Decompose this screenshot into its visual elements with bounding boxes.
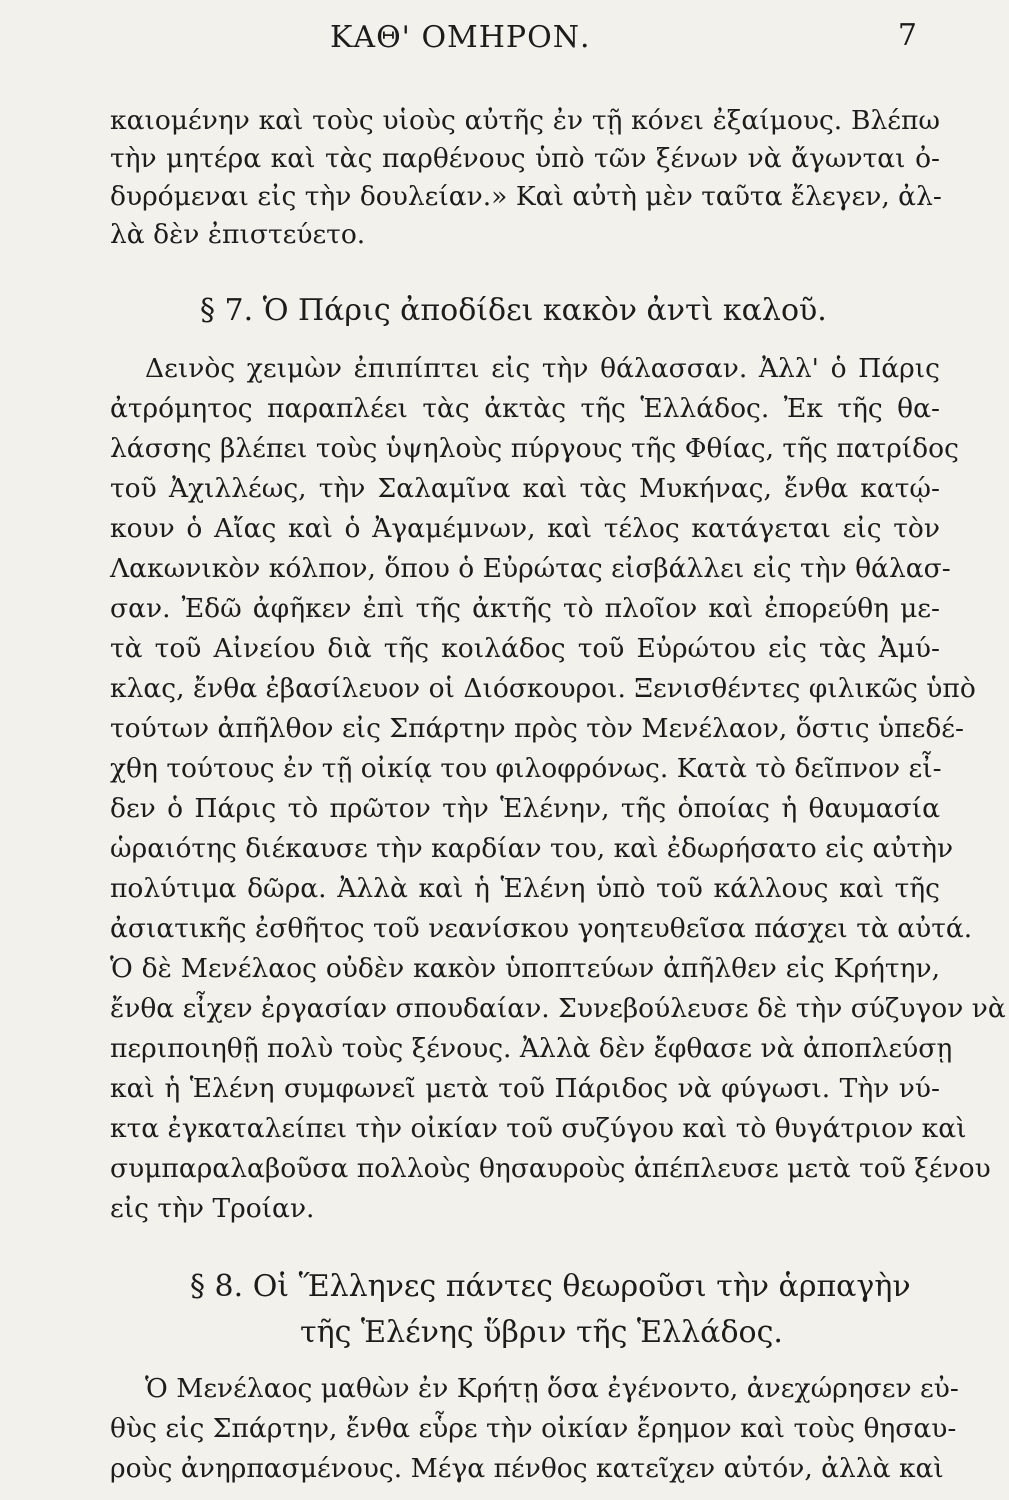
text-line: καὶ ἡ Ἑλένη συμφωνεῖ μετὰ τοῦ Πάριδος νὰ φύγωσι. Τὴν νύ-: [110, 1073, 940, 1104]
running-title: ΚΑΘ' ΟΜΗΡΟΝ.: [330, 20, 591, 55]
text-line: ἀτρόμητος παραπλέει τὰς ἀκτὰς τῆς Ἑλλάδος. Ἐκ τῆς θα-: [110, 393, 940, 424]
text-line: τούτων ἀπῆλθον εἰς Σπάρτην πρὸς τὸν Μενέλαον, ὅστις ὑπεδέ-: [110, 713, 964, 744]
section-heading: § 8. Οἱ Ἕλληνες πάντες θεωροῦσι τὴν ἁρπαγὴν: [190, 1269, 911, 1304]
text-line: πολύτιμα δῶρα. Ἀλλὰ καὶ ἡ Ἑλένη ὑπὸ τοῦ κάλλους καὶ τῆς: [110, 873, 940, 904]
text-line: Ὁ δὲ Μενέλαος οὐδὲν κακὸν ὑποπτεύων ἀπῆλθεν εἰς Κρήτην,: [110, 953, 940, 984]
page-number: 7: [897, 18, 917, 53]
text-line: δεν ὁ Πάρις τὸ πρῶτον τὴν Ἑλένην, τῆς ὁποίας ἡ θαυμασία: [110, 793, 940, 824]
text-line: τὰ τοῦ Αἰνείου διὰ τῆς κοιλάδος τοῦ Εὐρώτου εἰς τὰς Ἀμύ-: [110, 633, 940, 664]
section-heading-continued: τῆς Ἑλένης ὕβριν τῆς Ἑλλάδος.: [300, 1315, 783, 1350]
text-line: Ὁ Μενέλαος μαθὼν ἐν Κρήτῃ ὅσα ἐγένοντο, ἀνεχώρησεν εὐ-: [145, 1373, 959, 1404]
text-line: εἰς τὴν Τροίαν.: [110, 1193, 315, 1224]
text-line: περιποιηθῇ πολὺ τοὺς ξένους. Ἀλλὰ δὲν ἔφθασε νὰ ἀποπλεύσῃ: [110, 1033, 953, 1064]
text-line: κουν ὁ Αἴας καὶ ὁ Ἀγαμέμνων, καὶ τέλος κατάγεται εἰς τὸν: [110, 513, 940, 544]
text-line: κλας, ἔνθα ἐβασίλευον οἱ Διόσκουροι. Ξενισθέντες φιλικῶς ὑπὸ: [110, 673, 976, 704]
text-line: σαν. Ἐδῶ ἀφῆκεν ἐπὶ τῆς ἀκτῆς τὸ πλοῖον καὶ ἐπορεύθη με-: [110, 593, 940, 624]
text-line: τοῦ Ἀχιλλέως, τὴν Σαλαμῖνα καὶ τὰς Μυκήνας, ἔνθα κατῴ-: [110, 473, 940, 504]
running-head: [0, 18, 1009, 62]
text-line: Λακωνικὸν κόλπον, ὅπου ὁ Εὐρώτας εἰσβάλλει εἰς τὴν θάλασ-: [110, 553, 951, 584]
text-line: ἔνθα εἶχεν ἐργασίαν σπουδαίαν. Συνεβούλευσε δὲ τὴν σύζυγον νὰ: [110, 993, 1006, 1024]
text-line: ὡραιότης διέκαυσε τὴν καρδίαν του, καὶ ἐδωρήσατο εἰς αὐτὴν: [110, 833, 954, 864]
text-line: δυρόμεναι εἰς τὴν δουλείαν.» Καὶ αὐτὴ μὲν ταῦτα ἔλεγεν, ἀλ-: [110, 181, 942, 212]
text-line: συμπαραλαβοῦσα πολλοὺς θησαυροὺς ἀπέπλευσε μετὰ τοῦ ξένου: [110, 1153, 991, 1184]
text-line: χθη τούτους ἐν τῇ οἰκίᾳ του φιλοφρόνως. Κατὰ τὸ δεῖπνον εἶ-: [110, 753, 942, 784]
text-line: ἀσιατικῆς ἐσθῆτος τοῦ νεανίσκου γοητευθεῖσα πάσχει τὰ αὐτά.: [110, 913, 973, 944]
text-line: τὴν μητέρα καὶ τὰς παρθένους ὑπὸ τῶν ξένων νὰ ἄγωνται ὀ-: [110, 143, 940, 174]
text-line: κτα ἐγκαταλείπει τὴν οἰκίαν τοῦ συζύγου καὶ τὸ θυγάτριον καὶ: [110, 1113, 967, 1144]
text-line: λάσσης βλέπει τοὺς ὑψηλοὺς πύργους τῆς Φθίας, τῆς πατρίδος: [110, 433, 959, 464]
text-line: Δεινὸς χειμὼν ἐπιπίπτει εἰς τὴν θάλασσαν. Ἀλλ' ὁ Πάρις: [145, 353, 940, 384]
text-line: καιομένην καὶ τοὺς υἱοὺς αὐτῆς ἐν τῇ κόνει ἐξαίμους. Βλέπω: [110, 105, 940, 136]
text-line: ροὺς ἀνηρπασμένους. Μέγα πένθος κατεῖχεν αὐτόν, ἀλλὰ καὶ: [110, 1453, 944, 1484]
text-line: λὰ δὲν ἐπιστεύετο.: [110, 219, 366, 250]
text-line: θὺς εἰς Σπάρτην, ἔνθα εὗρε τὴν οἰκίαν ἔρημον καὶ τοὺς θησαυ-: [110, 1413, 957, 1444]
section-heading: § 7. Ὁ Πάρις ἀποδίδει κακὸν ἀντὶ καλοῦ.: [200, 293, 827, 328]
